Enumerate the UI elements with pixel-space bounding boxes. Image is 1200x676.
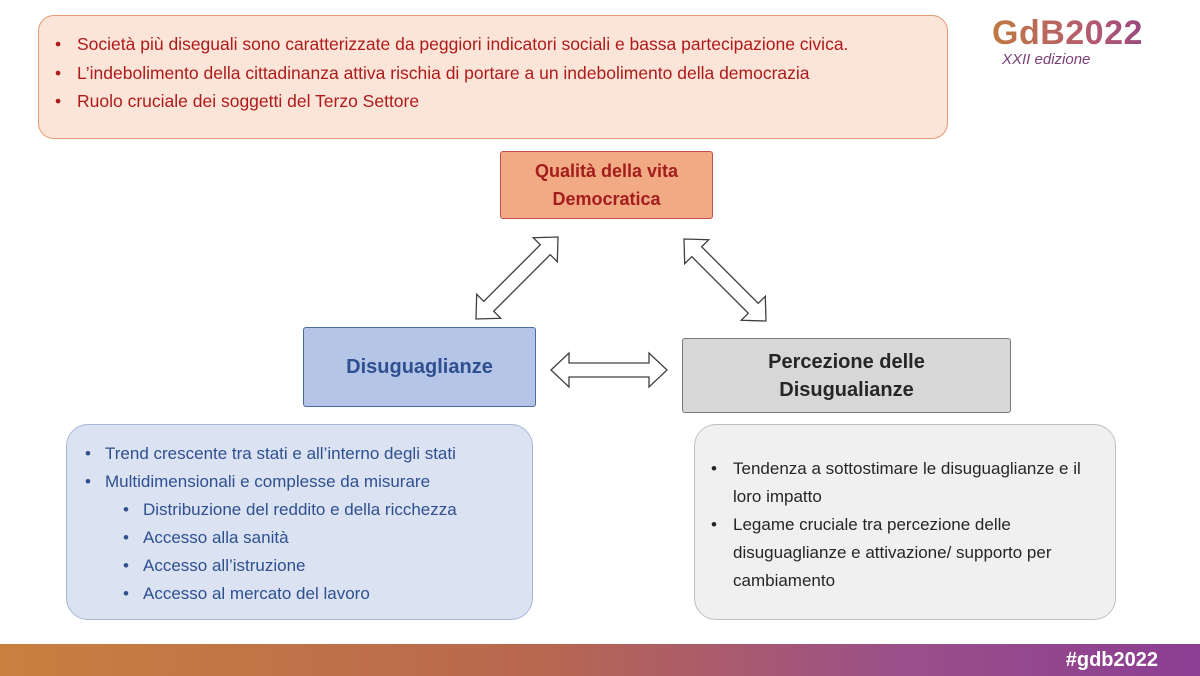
- node-qualita-line2: Democratica: [552, 189, 661, 209]
- footer-hashtag: #gdb2022: [1065, 649, 1158, 671]
- node-qualita-line1: Qualità della vita: [534, 161, 679, 181]
- list-item: • Multidimensionali e complesse da misurare: [105, 468, 532, 496]
- sub-list-item: • Accesso all’istruzione: [143, 552, 532, 580]
- list-item: • Trend crescente tra stati e all’interno degli stati: [105, 440, 532, 468]
- key-message-3: • Ruolo cruciale dei soggetti del Terzo Settore: [77, 87, 947, 116]
- disuguaglianze-details-box: [66, 424, 533, 620]
- node-percezione-line2: Disugualianze: [779, 378, 914, 401]
- node-percezione-line1: Percezione delle: [768, 350, 925, 373]
- double-arrow-disuguaglianze-percezione: [551, 353, 667, 387]
- percezione-details-box: [694, 424, 1116, 620]
- logo-title: GdB2022: [992, 14, 1172, 52]
- double-arrow-qualita-percezione: [672, 227, 778, 333]
- logo-edition: XXII edizione: [1002, 51, 1091, 68]
- list-item: • Tendenza a sottostimare le disuguaglianze e il loro impatto: [733, 455, 1095, 511]
- footer-bar: [0, 644, 1200, 676]
- node-disuguaglianze-label: Disuguaglianze: [346, 355, 493, 378]
- sub-list-item: • Accesso al mercato del lavoro: [143, 580, 532, 608]
- sub-list-item: • Distribuzione del reddito e della ricchezza: [143, 496, 532, 524]
- key-message-1: • Società più diseguali sono caratterizzate da peggiori indicatori sociali e bassa partecipazione civica.: [77, 30, 947, 59]
- list-item: • Legame cruciale tra percezione delle disuguaglianze e attivazione/ supporto per cambiamento: [733, 511, 1095, 595]
- key-message-2: • L’indebolimento della cittadinanza attiva rischia di portare a un indebolimento della democrazia: [77, 59, 947, 88]
- sub-list-item: • Accesso alla sanità: [143, 524, 532, 552]
- double-arrow-qualita-disuguaglianze: [464, 225, 570, 331]
